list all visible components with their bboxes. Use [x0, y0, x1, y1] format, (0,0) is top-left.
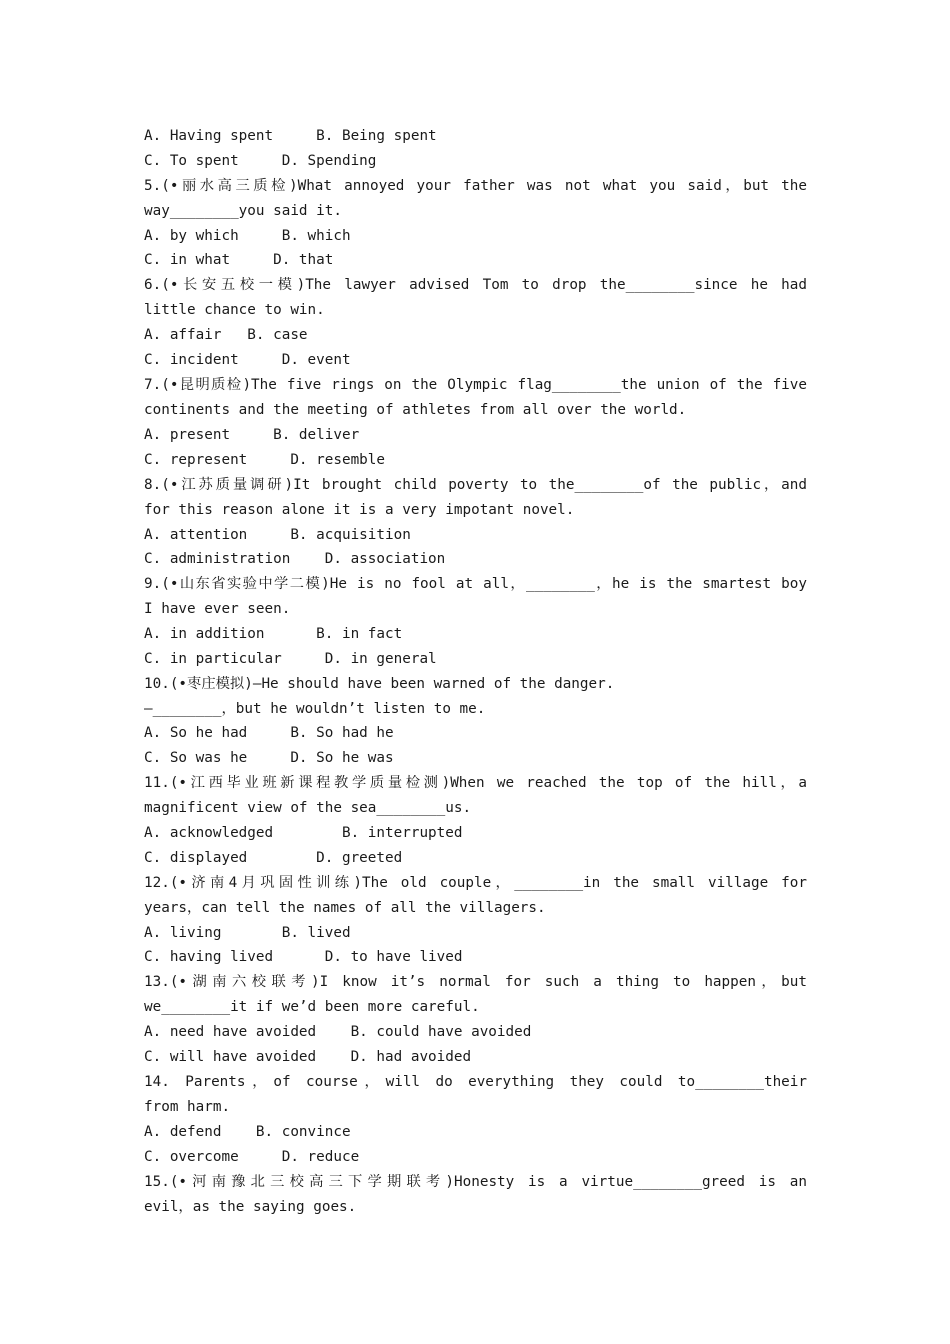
- question-line: I have ever seen.: [144, 601, 291, 617]
- option-line: C. overcome D. reduce: [144, 1149, 360, 1165]
- option-line: A. living B. lived: [144, 925, 351, 941]
- question-line: continents and the meeting of athletes from all over the world.: [144, 402, 687, 418]
- question-line: years，can tell the names of all the villagers.: [144, 900, 546, 916]
- question-line: for this reason alone it is a very impotant novel.: [144, 502, 575, 518]
- option-line: A. in addition B. in fact: [144, 626, 403, 642]
- option-line: C. administration D. association: [144, 551, 446, 567]
- question-line: 11.(•江西毕业班新课程教学质量检测)When we reached the top of the hill，a: [144, 775, 807, 791]
- question-line: way________you said it.: [144, 203, 342, 219]
- question-line: 8.(•江苏质量调研)It brought child poverty to the________of the public，and: [144, 477, 807, 493]
- question-line: 6.(•长安五校一模)The lawyer advised Tom to drop the________since he had: [144, 277, 807, 293]
- option-line: A. So he had B. So had he: [144, 725, 394, 741]
- question-line: from harm.: [144, 1099, 231, 1115]
- option-line: C. represent D. resemble: [144, 452, 386, 468]
- option-line: A. affair B. case: [144, 327, 308, 343]
- question-line: 12.(•济南4月巩固性训练)The old couple，________in the small village for: [144, 875, 807, 891]
- option-line: C. To spent D. Spending: [144, 153, 377, 169]
- option-line: A. acknowledged B. interrupted: [144, 825, 463, 841]
- option-line: C. So was he D. So he was: [144, 750, 394, 766]
- question-line: evil，as the saying goes.: [144, 1199, 357, 1215]
- question-line: 15.(•河南豫北三校高三下学期联考)Honesty is a virtue________greed is an: [144, 1174, 807, 1190]
- question-line: —________，but he wouldn’t listen to me.: [144, 701, 486, 717]
- option-line: C. having lived D. to have lived: [144, 949, 463, 965]
- option-line: A. Having spent B. Being spent: [144, 128, 437, 144]
- option-line: A. present B. deliver: [144, 427, 360, 443]
- option-line: A. need have avoided B. could have avoided: [144, 1024, 532, 1040]
- option-line: A. by which B. which: [144, 228, 351, 244]
- option-line: C. displayed D. greeted: [144, 850, 403, 866]
- question-line: little chance to win.: [144, 302, 325, 318]
- option-line: A. attention B. acquisition: [144, 527, 411, 543]
- question-line: 7.(•昆明质检)The five rings on the Olympic flag________the union of the five: [144, 377, 807, 393]
- option-line: C. incident D. event: [144, 352, 351, 368]
- option-line: C. in particular D. in general: [144, 651, 437, 667]
- option-line: A. defend B. convince: [144, 1124, 351, 1140]
- option-line: C. will have avoided D. had avoided: [144, 1049, 472, 1065]
- question-line: we________it if we’d been more careful.: [144, 999, 480, 1015]
- question-line: 9.(•山东省实验中学二模)He is no fool at all，________，he is the smartest boy: [144, 576, 807, 592]
- question-line: 5.(•丽水高三质检)What annoyed your father was not what you said，but the: [144, 178, 807, 194]
- question-line: 10.(•枣庄模拟)—He should have been warned of the danger.: [144, 676, 615, 692]
- question-line: 13.(•湖南六校联考)I know it’s normal for such a thing to happen，but: [144, 974, 807, 990]
- question-line: 14. Parents，of course，will do everything they could to________their: [144, 1074, 807, 1090]
- option-line: C. in what D. that: [144, 252, 334, 268]
- question-line: magnificent view of the sea________us.: [144, 800, 472, 816]
